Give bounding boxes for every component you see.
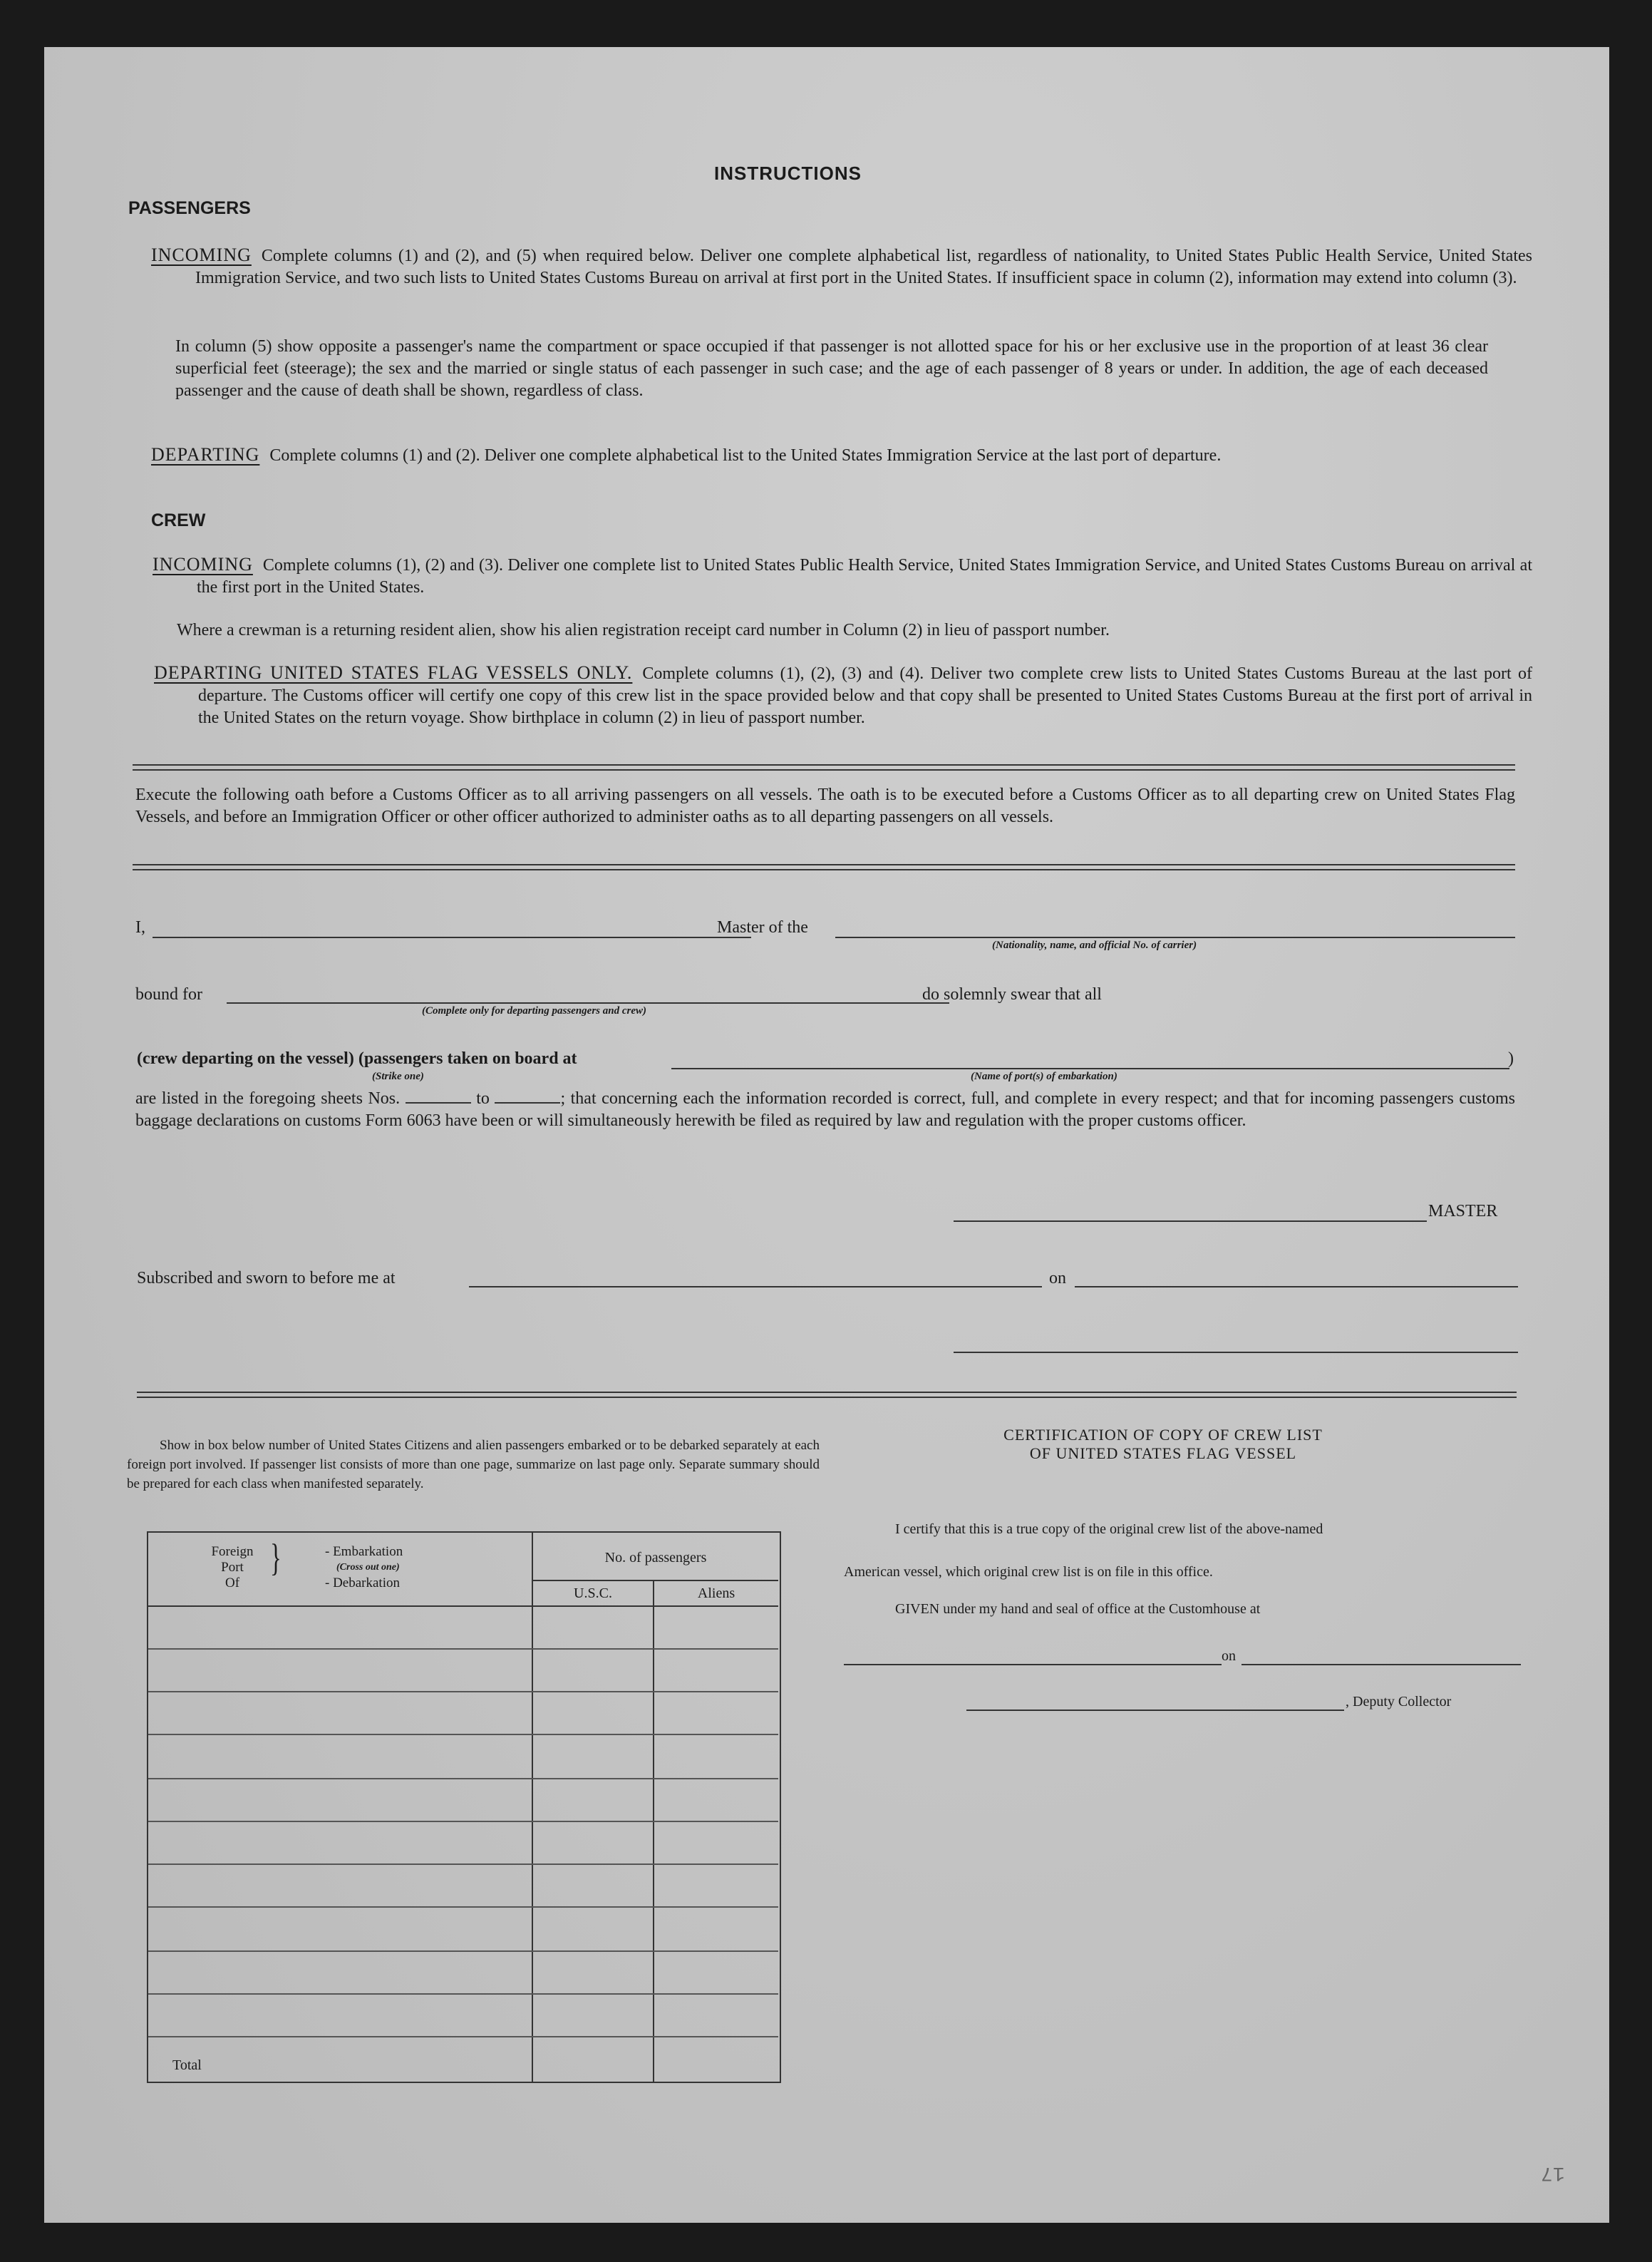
passenger-summary-table <box>147 1531 781 2083</box>
passengers-departing-text: Complete columns (1) and (2). Deliver one complete alphabetical list to the United States Immigration Service at the last port of departure. <box>269 446 1222 465</box>
table-row-line <box>148 1906 778 1908</box>
subscribed-label: Subscribed and sworn to before me at <box>137 1269 396 1287</box>
table-row-line <box>148 1734 778 1735</box>
sheet-from-field[interactable] <box>406 1089 471 1104</box>
bound-for-label: bound for <box>135 985 202 1004</box>
crew-resident-paragraph: Where a crewman is a returning resident alien, show his alien registration receipt card number in Column (2) in lieu of passport number. <box>177 621 1110 639</box>
customhouse-field[interactable] <box>844 1664 1222 1665</box>
master-label: MASTER <box>1428 1202 1498 1220</box>
divider-double-3 <box>137 1392 1517 1398</box>
sheet-to-field[interactable] <box>495 1089 560 1104</box>
certification-title-line1: CERTIFICATION OF COPY OF CREW LIST <box>1003 1426 1323 1444</box>
table-subheader-line <box>533 1580 778 1581</box>
crew-departing-line: (crew departing on the vessel) (passengers taken on board at <box>137 1049 577 1068</box>
master-signature-field[interactable] <box>954 1220 1427 1222</box>
listed-text-b: ; that concerning each the information recorded is correct, full, and complete in every respect; and that for incoming passengers customs baggage declarations on customs Form 6063 have been or will simultaneously herewith be filed as required by law and regulation with the proper customs officer. <box>135 1089 1516 1130</box>
total-label: Total <box>172 2057 202 2073</box>
oath-i-label: I, <box>135 918 145 937</box>
certification-on-label: on <box>1222 1648 1236 1664</box>
passengers-heading: PASSENGERS <box>128 198 251 218</box>
instructions-title: INSTRUCTIONS <box>714 163 862 184</box>
port-label: Port <box>221 1560 244 1575</box>
foreign-label: Foreign <box>211 1544 254 1559</box>
table-divider-usc <box>653 1580 654 2083</box>
embarkation-ports-field[interactable] <box>671 1068 1509 1069</box>
certification-title-line2: OF UNITED STATES FLAG VESSEL <box>1029 1444 1297 1462</box>
crew-departing-paragraph <box>154 662 1532 729</box>
master-name-field[interactable] <box>153 937 751 938</box>
officer-signature-field[interactable] <box>954 1352 1518 1353</box>
table-row-line <box>148 1691 778 1692</box>
table-row-line <box>148 2036 778 2037</box>
table-row-line <box>148 1993 778 1995</box>
certify-text: I certify that this is a true copy of the original crew list of the above-named <box>895 1521 1323 1537</box>
american-vessel-text: American vessel, which original crew list is on file in this office. <box>844 1564 1213 1580</box>
summary-note: Show in box below number of United States Citizens and alien passengers embarked or to be debarked separately at each foreign port involved. If passenger list consists of more than one page, summarize on last page only. Separate summary should be prepared for each class when manifested separately. <box>127 1438 820 1491</box>
usc-header: U.S.C. <box>574 1585 612 1601</box>
listed-paragraph <box>135 1088 1515 1132</box>
sworn-on-label: on <box>1049 1269 1066 1287</box>
sworn-date-field[interactable] <box>1075 1286 1518 1287</box>
certification-title <box>907 1426 1420 1463</box>
foreign-port-of <box>197 1544 268 1591</box>
port-caption: (Name of port(s) of embarkation) <box>971 1071 1117 1082</box>
sworn-place-field[interactable] <box>469 1286 1042 1287</box>
master-of-the-label: Master of the <box>717 918 808 937</box>
table-divider-port <box>532 1531 533 2083</box>
debarkation-label: - Debarkation <box>325 1575 400 1590</box>
crew-incoming-paragraph <box>153 553 1532 599</box>
table-row-line <box>148 1950 778 1952</box>
carrier-field[interactable] <box>835 937 1515 938</box>
column5-paragraph: In column (5) show opposite a passenger's name the compartment or space occupied if that passenger is not allotted space for his or her exclusive use in the proportion of at least 36 clear superficial feet (steerage); the sex and the married or single status of each passenger in such case; and the age of each passenger of 8 years or under. In addition, the age of each deceased passenger and the cause of death shall be shown, regardless of class. <box>175 337 1488 400</box>
table-row-line <box>148 1863 778 1865</box>
crew-incoming-label: INCOMING <box>153 554 253 575</box>
crew-heading: CREW <box>151 510 206 530</box>
oath-intro: Execute the following oath before a Customs Officer as to all arriving passengers on all vessels. The oath is to be executed before a Customs Officer as to all departing crew on United States Flag Vessels, and before an Immigration Officer or other officer authorized to administer oaths as to all departing passengers on all vessels. <box>135 786 1515 826</box>
cross-out-caption: (Cross out one) <box>336 1562 400 1573</box>
passengers-incoming-paragraph <box>151 244 1532 289</box>
deputy-signature-field[interactable] <box>966 1710 1344 1711</box>
given-text: GIVEN under my hand and seal of office at the Customhouse at <box>895 1601 1261 1617</box>
crew-departing-label: DEPARTING UNITED STATES FLAG VESSELS ONLY. <box>154 662 633 683</box>
table-row-line <box>148 1778 778 1779</box>
table-row-line <box>148 1648 778 1650</box>
page-number: 17 <box>1541 2161 1565 2184</box>
crew-departing-text: Complete columns (1), (2), (3) and (4). Deliver two complete crew lists to United States Customs Bureau at the last port of departure. The Customs officer will certify one copy of this crew list in the space provided below and that copy shall be presented to United States Customs Bureau at the first port of arrival in the United States on the return voyage. Show birthplace in column (2) in lieu of passport number. <box>198 664 1532 727</box>
passengers-departing-paragraph <box>151 443 1532 467</box>
embark-debark-options <box>325 1544 403 1591</box>
close-paren: ) <box>1508 1049 1514 1068</box>
brace-icon: } <box>270 1536 282 1579</box>
table-header-bottom <box>148 1605 778 1607</box>
solemnly-swear-text: do solemnly swear that all <box>922 985 1102 1004</box>
complete-only-caption: (Complete only for departing passengers and crew) <box>422 1005 646 1017</box>
embarkation-label: - Embarkation <box>325 1544 403 1559</box>
table-row-line <box>148 1821 778 1822</box>
of-label: Of <box>224 1575 240 1590</box>
passengers-incoming-label: INCOMING <box>151 245 252 265</box>
certification-date-field[interactable] <box>1241 1664 1521 1665</box>
listed-to-label: to <box>476 1089 490 1108</box>
form-sheet <box>44 47 1609 2223</box>
aliens-header: Aliens <box>697 1585 735 1601</box>
bound-for-field[interactable] <box>227 1002 949 1004</box>
carrier-caption: (Nationality, name, and official No. of carrier) <box>992 940 1197 951</box>
crew-incoming-text: Complete columns (1), (2) and (3). Deliver one complete list to United States Public Health Service, United States Immigration Service, and United States Customs Bureau on arrival at the first port in the United States. <box>197 556 1532 597</box>
strike-one-caption: (Strike one) <box>372 1071 424 1082</box>
passengers-incoming-text: Complete columns (1) and (2), and (5) when required below. Deliver one complete alphabetical list, regardless of nationality, to United States Public Health Service, United States Immigration Service, and two such lists to United States Customs Bureau on arrival at first port in the United States. If insufficient space in column (2), information may extend into column (3). <box>195 247 1532 287</box>
listed-text-a: are listed in the foregoing sheets Nos. <box>135 1089 401 1108</box>
divider-double-1 <box>133 764 1515 771</box>
no-of-passengers-header: No. of passengers <box>604 1550 707 1566</box>
passengers-departing-label: DEPARTING <box>151 444 260 465</box>
deputy-collector-label: , Deputy Collector <box>1346 1694 1452 1710</box>
divider-double-2 <box>133 864 1515 870</box>
